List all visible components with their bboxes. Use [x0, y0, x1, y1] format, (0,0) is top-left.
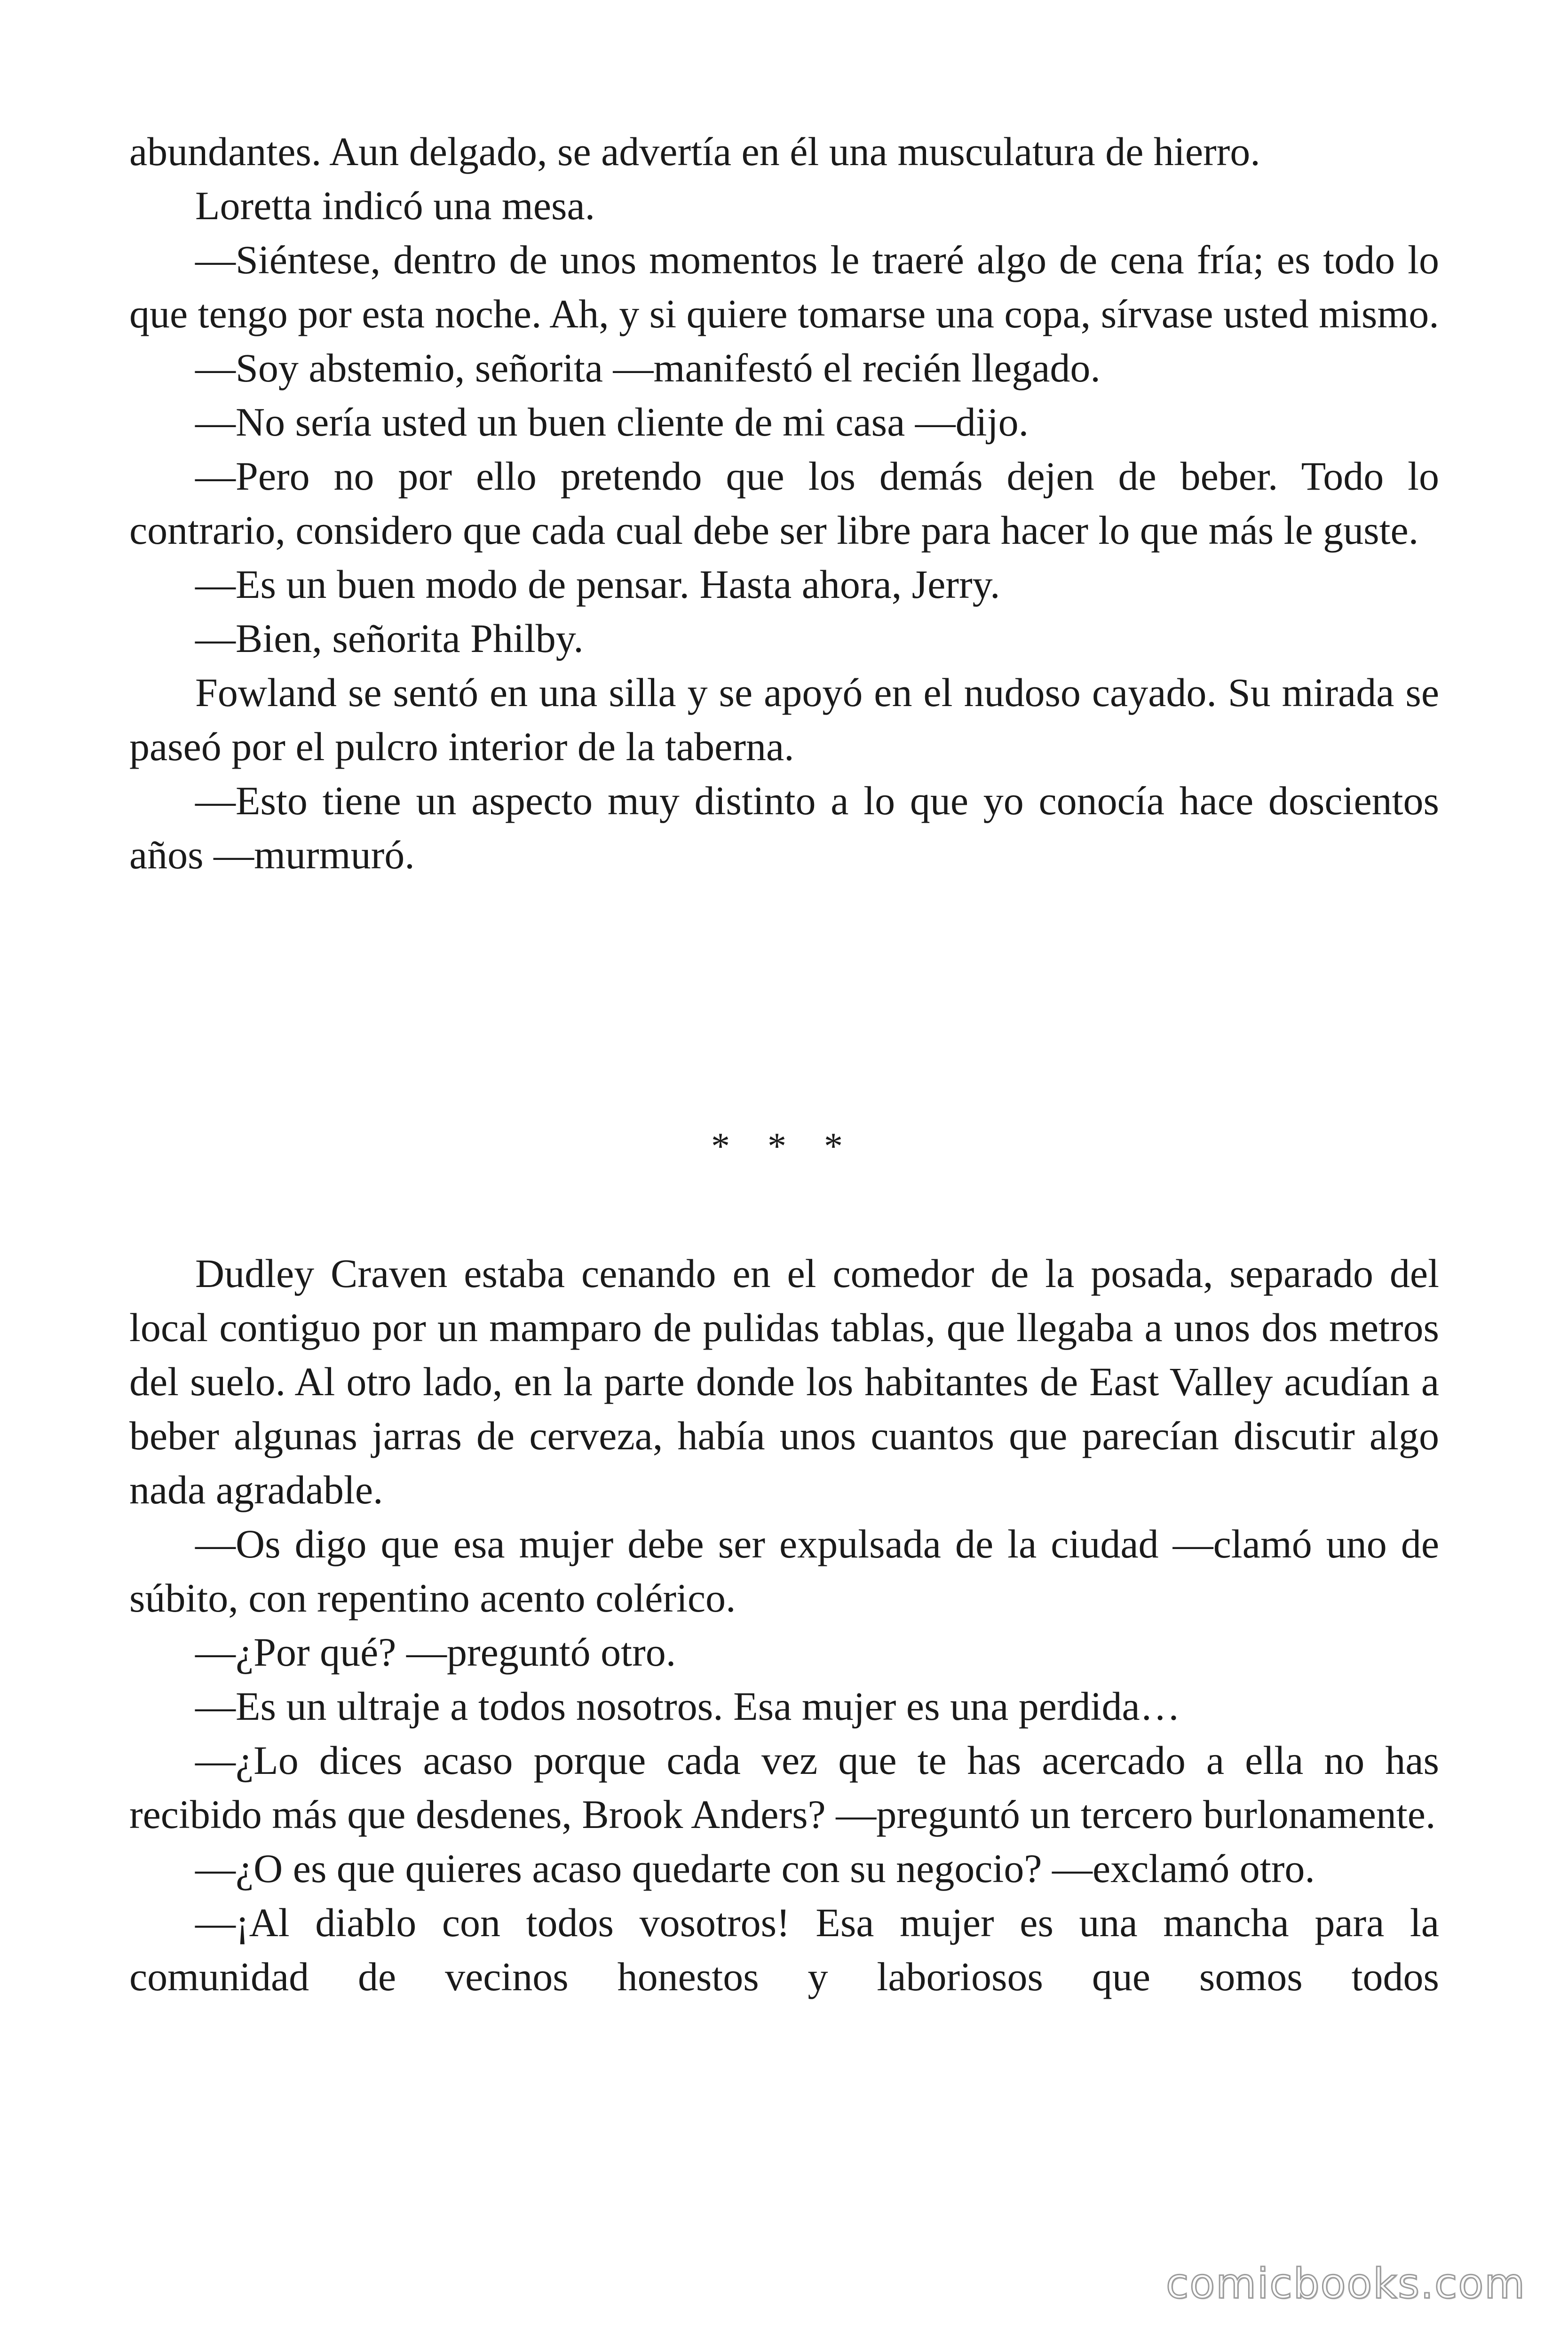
scene-break: * * * — [711, 1126, 857, 1167]
paragraph: —¡Al diablo con todos vosotros! Esa mujer es una mancha para la comunidad de vecinos honestos y laboriosos que somos todos — [129, 1900, 1439, 1999]
watermark-logo: comicbooks.com — [1165, 2259, 1526, 2308]
text-block-top — [129, 125, 1439, 882]
paragraph: —¿O es que quieres acaso quedarte con su negocio? —exclamó otro. — [195, 1846, 1315, 1891]
paragraph: —¿Lo dices acaso porque cada vez que te has acercado a ella no has recibido más que desdenes, Brook Anders? —preguntó un tercero burlonamente. — [129, 1738, 1439, 1837]
text-block-bottom — [129, 1247, 1439, 2004]
paragraph: —Pero no por ello pretendo que los demás dejen de beber. Todo lo contrario, considero que cada cual debe ser libre para hacer lo que más le guste. — [129, 453, 1439, 553]
paragraph: Dudley Craven estaba cenando en el comedor de la posada, separado del local contiguo por un mamparo de pulidas tablas, que llegaba a unos dos metros del suelo. Al otro lado, en la parte donde los habitantes de East Valley acudían a beber algunas jarras de cerveza, había unos cuantos que parecían discutir algo nada agradable. — [129, 1251, 1439, 1512]
paragraph: Fowland se sentó en una silla y se apoyó en el nudoso cayado. Su mirada se paseó por el pulcro interior de la taberna. — [129, 670, 1439, 769]
paragraph: —Es un ultraje a todos nosotros. Esa mujer es una perdida… — [195, 1684, 1180, 1729]
paragraph: —Siéntese, dentro de unos momentos le traeré algo de cena fría; es todo lo que tengo por esta noche. Ah, y si quiere tomarse una copa, sírvase usted mismo. — [129, 237, 1439, 336]
paragraph: Loretta indicó una mesa. — [195, 183, 595, 228]
paragraph: —Bien, señorita Philby. — [195, 616, 584, 661]
paragraph: —No sería usted un buen cliente de mi casa —dijo. — [195, 399, 1029, 445]
paragraph: —Os digo que esa mujer debe ser expulsada de la ciudad —clamó uno de súbito, con repentino acento colérico. — [129, 1521, 1439, 1621]
paragraph: —Es un buen modo de pensar. Hasta ahora, Jerry. — [195, 562, 1000, 607]
paragraph: abundantes. Aun delgado, se advertía en él una musculatura de hierro. — [129, 129, 1260, 174]
paragraph: —Soy abstemio, señorita —manifestó el recién llegado. — [195, 345, 1101, 390]
paragraph: —Esto tiene un aspecto muy distinto a lo que yo conocía hace doscientos años —murmuró. — [129, 778, 1439, 877]
paragraph: —¿Por qué? —preguntó otro. — [195, 1629, 676, 1675]
